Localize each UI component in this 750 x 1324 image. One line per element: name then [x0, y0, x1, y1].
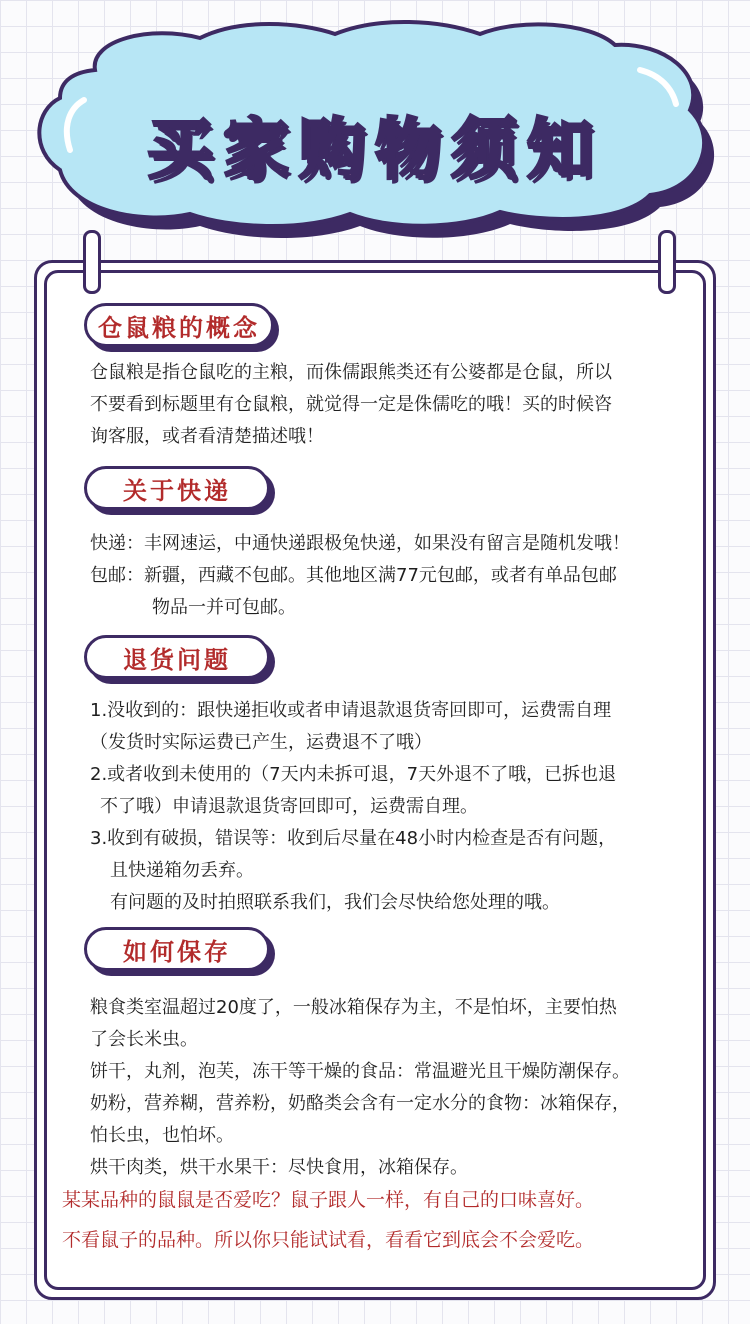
- section-heading-label: 仓鼠粮的概念: [98, 312, 260, 342]
- section-body-concept: [90, 357, 690, 453]
- text-line: 不要看到标题里有仓鼠粮，就觉得一定是侏儒吃的哦！买的时候咨: [90, 394, 612, 415]
- text-line: （发货时实际运费已产生，运费退不了哦）: [90, 732, 432, 753]
- text-line: 饼干，丸剂，泡芙，冻干等干燥的食品：常温避光且干燥防潮保存。: [90, 1061, 630, 1082]
- text-line: 不了哦）申请退款退货寄回即可，运费需自理。: [100, 796, 478, 817]
- section-heading-storage: [84, 927, 270, 971]
- text-line: 怕长虫，也怕坏。: [90, 1125, 234, 1146]
- highlight-note: 某某品种的鼠鼠是否爱吃？鼠子跟人一样，有自己的口味喜好。: [62, 1189, 595, 1211]
- text-line: 2.或者收到未使用的（7天内未拆可退，7天外退不了哦，已拆也退: [90, 764, 617, 785]
- section-heading-shipping: [84, 466, 270, 510]
- text-line: 物品一并可包邮。: [152, 597, 296, 618]
- text-line: 1.没收到的：跟快递拒收或者申请退款退货寄回即可，运费需自理: [90, 700, 612, 721]
- text-line: 粮食类室温超过20度了，一般冰箱保存为主，不是怕坏，主要怕热: [90, 997, 617, 1018]
- text-line: 询客服，或者看清楚描述哦！: [90, 426, 324, 447]
- text-line: 了会长米虫。: [90, 1029, 198, 1050]
- text-line: 快递：丰网速运，中通快递跟极兔快递，如果没有留言是随机发哦！: [90, 533, 630, 554]
- page-title: 买家购物须知: [147, 110, 603, 188]
- text-line: 且快递箱勿丢弃。: [110, 860, 254, 881]
- section-heading-label: 如何保存: [123, 936, 231, 966]
- text-line: 奶粉，营养糊，营养粉，奶酪类会含有一定水分的食物：冰箱保存，: [90, 1093, 630, 1114]
- highlight-note: 不看鼠子的品种。所以你只能试试看，看看它到底会不会爱吃。: [62, 1229, 595, 1251]
- text-line: 包邮：新疆，西藏不包邮。其他地区满77元包邮，或者有单品包邮: [90, 565, 617, 586]
- section-heading-label: 关于快递: [123, 475, 231, 505]
- section-body-shipping: [90, 528, 690, 624]
- text-line: 有问题的及时拍照联系我们，我们会尽快给您处理的哦。: [110, 892, 560, 913]
- section-heading-label: 退货问题: [123, 644, 231, 674]
- left-hanger: [83, 230, 101, 294]
- section-body-returns: [90, 695, 690, 919]
- text-line: 3.收到有破损，错误等：收到后尽量在48小时内检查是否有问题，: [90, 828, 617, 849]
- section-heading-concept: [84, 303, 274, 347]
- storage-notes: [62, 1180, 702, 1260]
- right-hanger: [658, 230, 676, 294]
- text-line: 仓鼠粮是指仓鼠吃的主粮，而侏儒跟熊类还有公婆都是仓鼠，所以: [90, 362, 612, 383]
- section-heading-returns: [84, 635, 270, 679]
- text-line: 烘干肉类，烘干水果干：尽快食用，冰箱保存。: [90, 1157, 468, 1178]
- section-body-storage: [90, 992, 690, 1184]
